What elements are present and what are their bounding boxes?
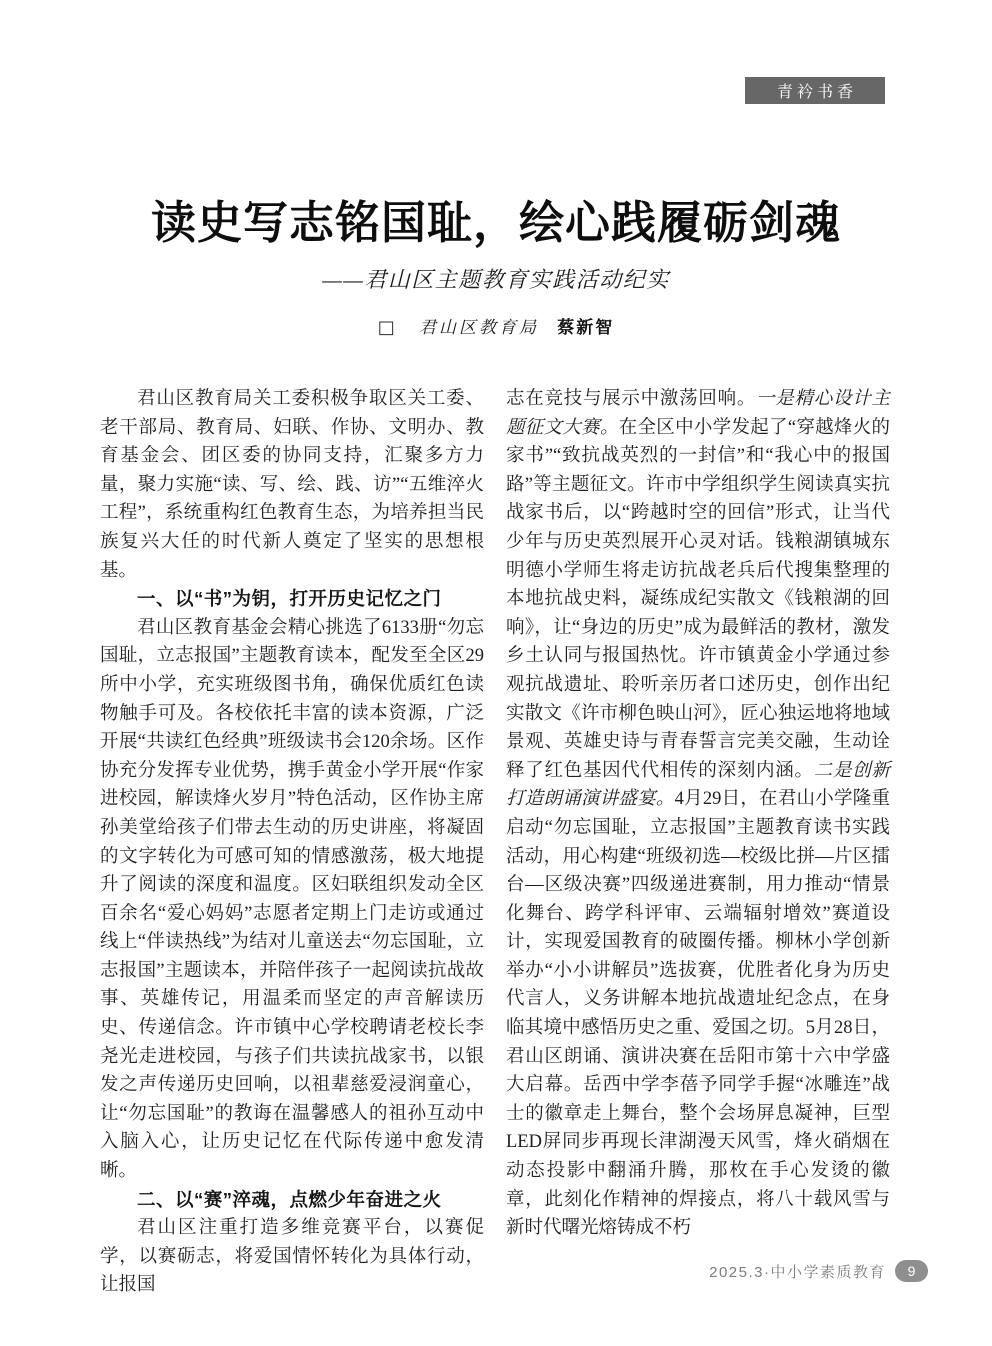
section-heading <box>100 585 484 614</box>
text-column-right <box>506 385 890 1300</box>
text-run: 二、以“赛”淬魂，点燃少年奋进之火 <box>137 1188 442 1210</box>
body-paragraph <box>100 614 484 1186</box>
text-run: 君山区注重打造多维竞赛平台，以赛促学，以赛砺志，将爱国情怀转化为具体行动，让报国 <box>100 1218 484 1296</box>
byline-affiliation: 君山区教育局 <box>419 318 539 337</box>
byline-author: 蔡新智 <box>557 318 615 337</box>
section-heading <box>100 1186 484 1215</box>
article-title: 读史写志铭国耻，绘心践履砺剑魂 <box>150 198 841 248</box>
page-number-badge: 9 <box>895 1260 928 1282</box>
body-paragraph <box>100 385 484 585</box>
article-subtitle: ——君山区主题教育实践活动纪实 <box>322 267 670 292</box>
body-paragraph <box>506 385 890 1243</box>
byline-square-icon: □ <box>377 317 395 338</box>
text-run: 君山区教育基金会精心挑选了6133册“勿忘国耻，立志报国”主题教育读本，配发至全区29所中小学，充实班级图书角，确保优质红色读物触手可及。各校依托丰富的读本资源，广泛开展“共读红色经典”班级读书会120余场。区作协充分发挥专业优势，携手黄金小学开展“作家进校园，解读烽火岁月”特色活动，区作协主席孙美堂给孩子们带去生动的历史讲座，将凝固的文字转化为可感可知的情感激荡，极大地提升了阅读的深度和温度。区妇联组织发动全区百余名“爱心妈妈”志愿者定期上门走访或通过线上“伴读热线”为结对儿童送去“勿忘国耻，立志报国”主题读本，并陪伴孩子一起阅读抗战故事、英雄传记，用温柔而坚定的声音解读历史、传递信念。许市镇中心学校聘请老校长李尧光走进校园，与孩子们共读抗战家书，以银发之声传递历史回响，以祖辈慈爱浸润童心，让“勿忘国耻”的教诲在温馨感人的祖孙互动中入脑入心，让历史记忆在代际传递中愈发清晰。 <box>100 617 484 1182</box>
text-run: 一、以“书”为钥，打开历史记忆之门 <box>137 588 442 610</box>
text-run: 志在竞技与展示中激荡回响。 <box>506 389 757 409</box>
article-body <box>100 385 890 1300</box>
emphasis-run: 二是创新打造朗诵演讲盛宴。 <box>506 760 890 810</box>
body-paragraph <box>100 1214 484 1300</box>
page-footer <box>709 1260 928 1282</box>
text-run: 君山区教育局关工委积极争取区关工委、老干部局、教育局、妇联、作协、文明办、教育基金会、团区委的协同支持，汇聚多方力量，聚力实施“读、写、绘、践、访”“五维淬火工程”，系统重构红色教育生态，为培养担当民族复兴大任的时代新人奠定了坚实的思想根基。 <box>100 389 484 581</box>
text-run: 在全区中小学发起了“穿越烽火的家书”“致抗战英烈的一封信”和“我心中的报国路”等主题征文。许市中学组织学生阅读真实抗战家书后，以“跨越时空的回信”形式，让当代少年与历史英烈展开心灵对话。钱粮湖镇城东明德小学师生将走访抗战老兵后代搜集整理的本地抗战史料，凝练成纪实散文《钱粮湖的回响》，让“身边的历史”成为最鲜活的教材，激发乡土认同与报国热忱。许市镇黄金小学通过参观抗战遗址、聆听亲历者口述历史，创作出纪实散文《许市柳色映山河》，匠心独运地将地域景观、英雄史诗与青春誓言完美交融，生动诠释了红色基因代代相传的深刻内涵。 <box>506 417 890 781</box>
text-run: 4月29日，在君山小学隆重启动“勿忘国耻，立志报国”主题教育读书实践活动，用心构建“班级初选—校级比拼—片区擂台—区级决赛”四级递进赛制，用力推动“情景化舞台、跨学科评审、云端辐射增效”赛道设计，实现爱国教育的破圈传播。柳林小学创新举办“小小讲解员”选拔赛，优胜者化身为历史代言人，义务讲解本地抗战遗址纪念点，在身临其境中感悟历史之重、爱国之切。5月28日，君山区朗诵、演讲决赛在岳阳市第十六中学盛大启幕。岳西中学李蓓予同学手握“冰雕连”战士的徽章走上舞台，整个会场屏息凝神，巨型LED屏同步再现长津湖漫天风雪，烽火硝烟在动态投影中翻涌升腾，那枚在手心发烫的徽章，此刻化作精神的焊接点，将八十载风雪与新时代曙光熔铸成不朽 <box>506 789 890 1239</box>
byline <box>0 313 992 338</box>
text-column-left <box>100 385 484 1300</box>
journal-issue: 2025.3·中小学素质教育 <box>709 1263 886 1281</box>
column-category-badge: 青衿书香 <box>745 77 885 104</box>
emphasis-run: 一是精心设计主题征文大赛。 <box>506 389 890 438</box>
